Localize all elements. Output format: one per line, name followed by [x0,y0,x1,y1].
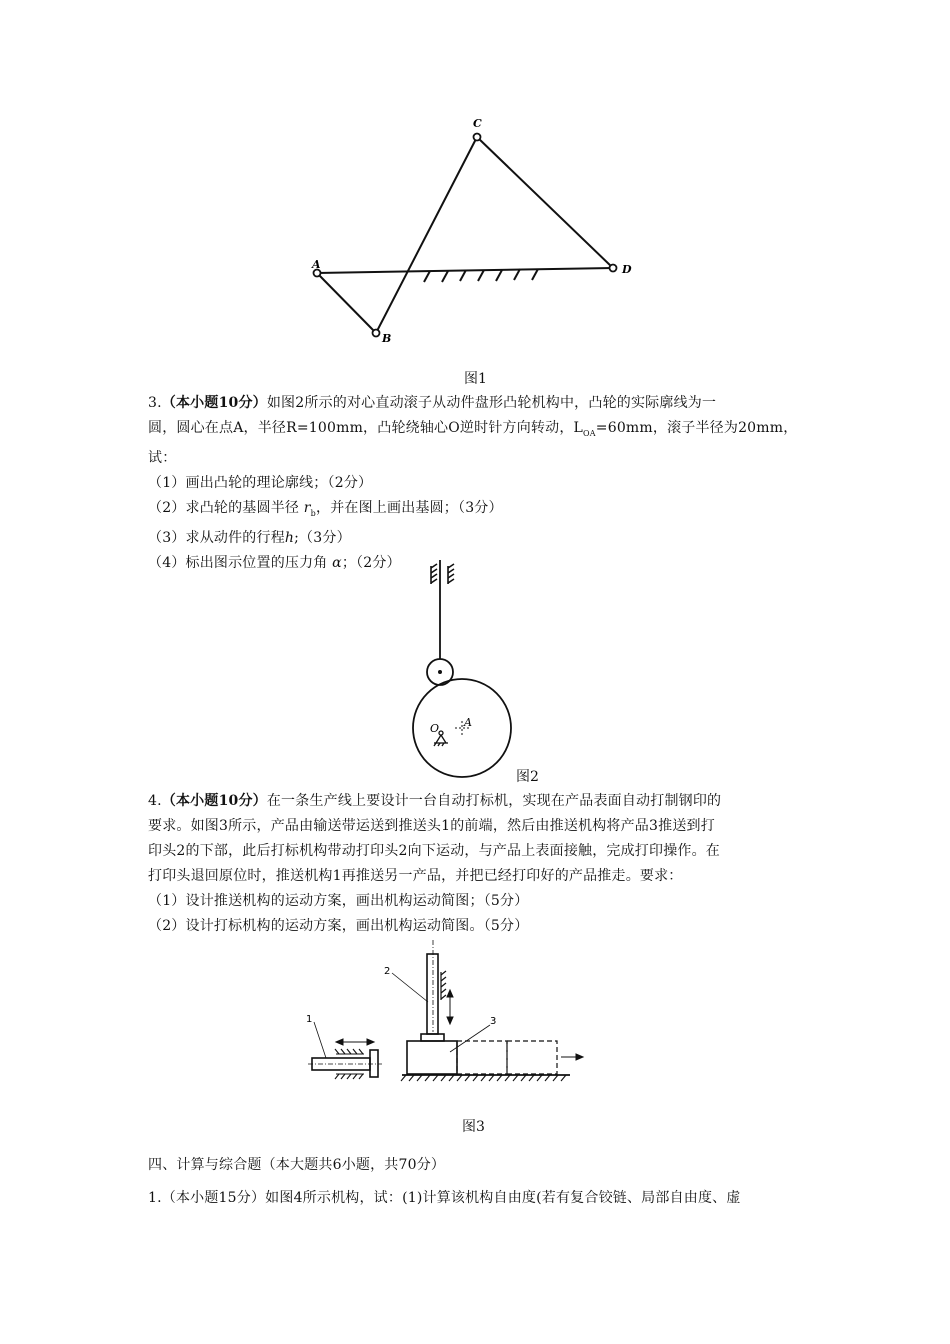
roller-pin [438,670,442,674]
q3-item-3-text: （3）求从动件的行程 [148,529,285,546]
floor-hatching [401,1075,566,1081]
q4-number: 4. [148,793,162,809]
push-rod-guide-top [335,1049,364,1054]
q3-number: 3. [148,395,162,411]
q3-line-1 [148,391,808,416]
figure-3-caption: 图3 [462,1119,485,1135]
product-next-1 [457,1041,507,1074]
q3-item-2-end: ，并在图上画出基圆；（3分） [316,499,503,516]
push-rod-guide-bottom [335,1074,364,1079]
label-1: 1 [306,1014,313,1025]
label-2: 2 [384,966,391,977]
leader-2 [392,973,428,1002]
q4-item-1: （1）设计推送机构的运动方案，画出机构运动简图；（5分） [148,893,529,909]
label-d: D [622,263,632,276]
question-3 [148,391,808,576]
q3-body-2-end: =60mm，滚子半径为20mm， [595,420,798,436]
figure-2-caption: 图2 [516,769,539,785]
q3-item-1: （1）画出凸轮的理论廓线；（2分） [148,474,373,491]
q4-line-2: 要求。如图3所示，产品由输送带运送到推送头1的前端，然后由推送机构将产品3推送到打 [148,818,715,834]
push-head [370,1050,378,1077]
label-a: A [312,258,321,271]
question-4 [148,789,808,939]
q3-line-3: 试： [148,449,177,466]
q3-item-4-text: （4）标出图示位置的压力角 [148,554,328,571]
q3-line-2 [148,416,808,446]
label-o: O [430,722,440,735]
figure-2-cam [400,560,530,785]
joint-c [474,134,481,141]
print-head-rod [427,954,438,1034]
figure-1-caption: 图1 [464,371,487,387]
q3-item-2-var: r [303,499,311,516]
section-4-heading: 四、计算与综合题（本大题共6小题，共70分） [148,1157,446,1173]
q3-item-2-sub: b [310,508,316,518]
label-a-center: A [464,716,472,729]
push-motion-arrow [336,1039,374,1045]
q3-body-2: 圆，圆心在点A，半径R=100mm，凸轮绕轴心O逆时针方向转动，L [148,420,584,436]
link-bc [376,137,477,333]
joint-b [373,330,380,337]
product [407,1041,457,1074]
cam-disk [413,679,511,777]
figure-1-linkage [300,110,640,350]
q3-item-2-text: （2）求凸轮的基圆半径 [148,499,300,516]
q4-item-2: （2）设计打标机构的运动方案，画出机构运动简图。（5分） [148,918,529,934]
q4-header: （本小题10分） [161,793,267,809]
link-cd [477,137,613,268]
leader-3 [450,1025,490,1052]
link-ab [317,273,376,333]
q3-item-3-end: ;（3分） [294,529,351,546]
product-next-2 [507,1041,557,1074]
q4-line-4: 打印头退回原位时，推送机构1再推送另一产品，并把已经打印好的产品推走。要求： [148,868,683,884]
q4-line-1 [148,789,808,814]
label-3: 3 [490,1016,497,1027]
print-head-guide [441,971,446,1000]
label-b: B [382,332,392,345]
joint-d [610,265,617,272]
print-head-block [421,1034,444,1041]
print-head-motion-arrow [447,990,453,1024]
q3-item-3 [148,526,808,551]
q4-line-3: 印头2的下部，此后打标机构带动打印头2向下运动，与产品上表面接触，完成打印操作。在 [148,843,721,859]
follower-guide-right [448,564,454,584]
q3-body-1: 如图2所示的对心直动滚子从动件盘形凸轮机构中，凸轮的实际廓线为一 [266,395,717,411]
follower-guide-left [431,564,437,584]
section-4-q1: 1.（本小题15分）如图4所示机构，试：(1)计算该机构自由度(若有复合铰链、局部自由度、虚 [148,1190,741,1206]
leader-1 [314,1022,326,1058]
q3-item-4-end: ；（2分） [341,554,401,571]
q3-item-2 [148,496,808,526]
conveyor-arrow [561,1054,583,1060]
q4-body-1: 在一条生产线上要设计一台自动打标机，实现在产品表面自动打制钢印的 [266,793,722,809]
q3-item-4-var: α [332,554,342,571]
figure-3-marking-machine [300,940,600,1085]
label-c: C [473,117,482,130]
q3-item-3-var: h [284,529,295,546]
q3-header: （本小题10分） [161,395,267,411]
q3-oa-sub: OA [583,428,596,438]
